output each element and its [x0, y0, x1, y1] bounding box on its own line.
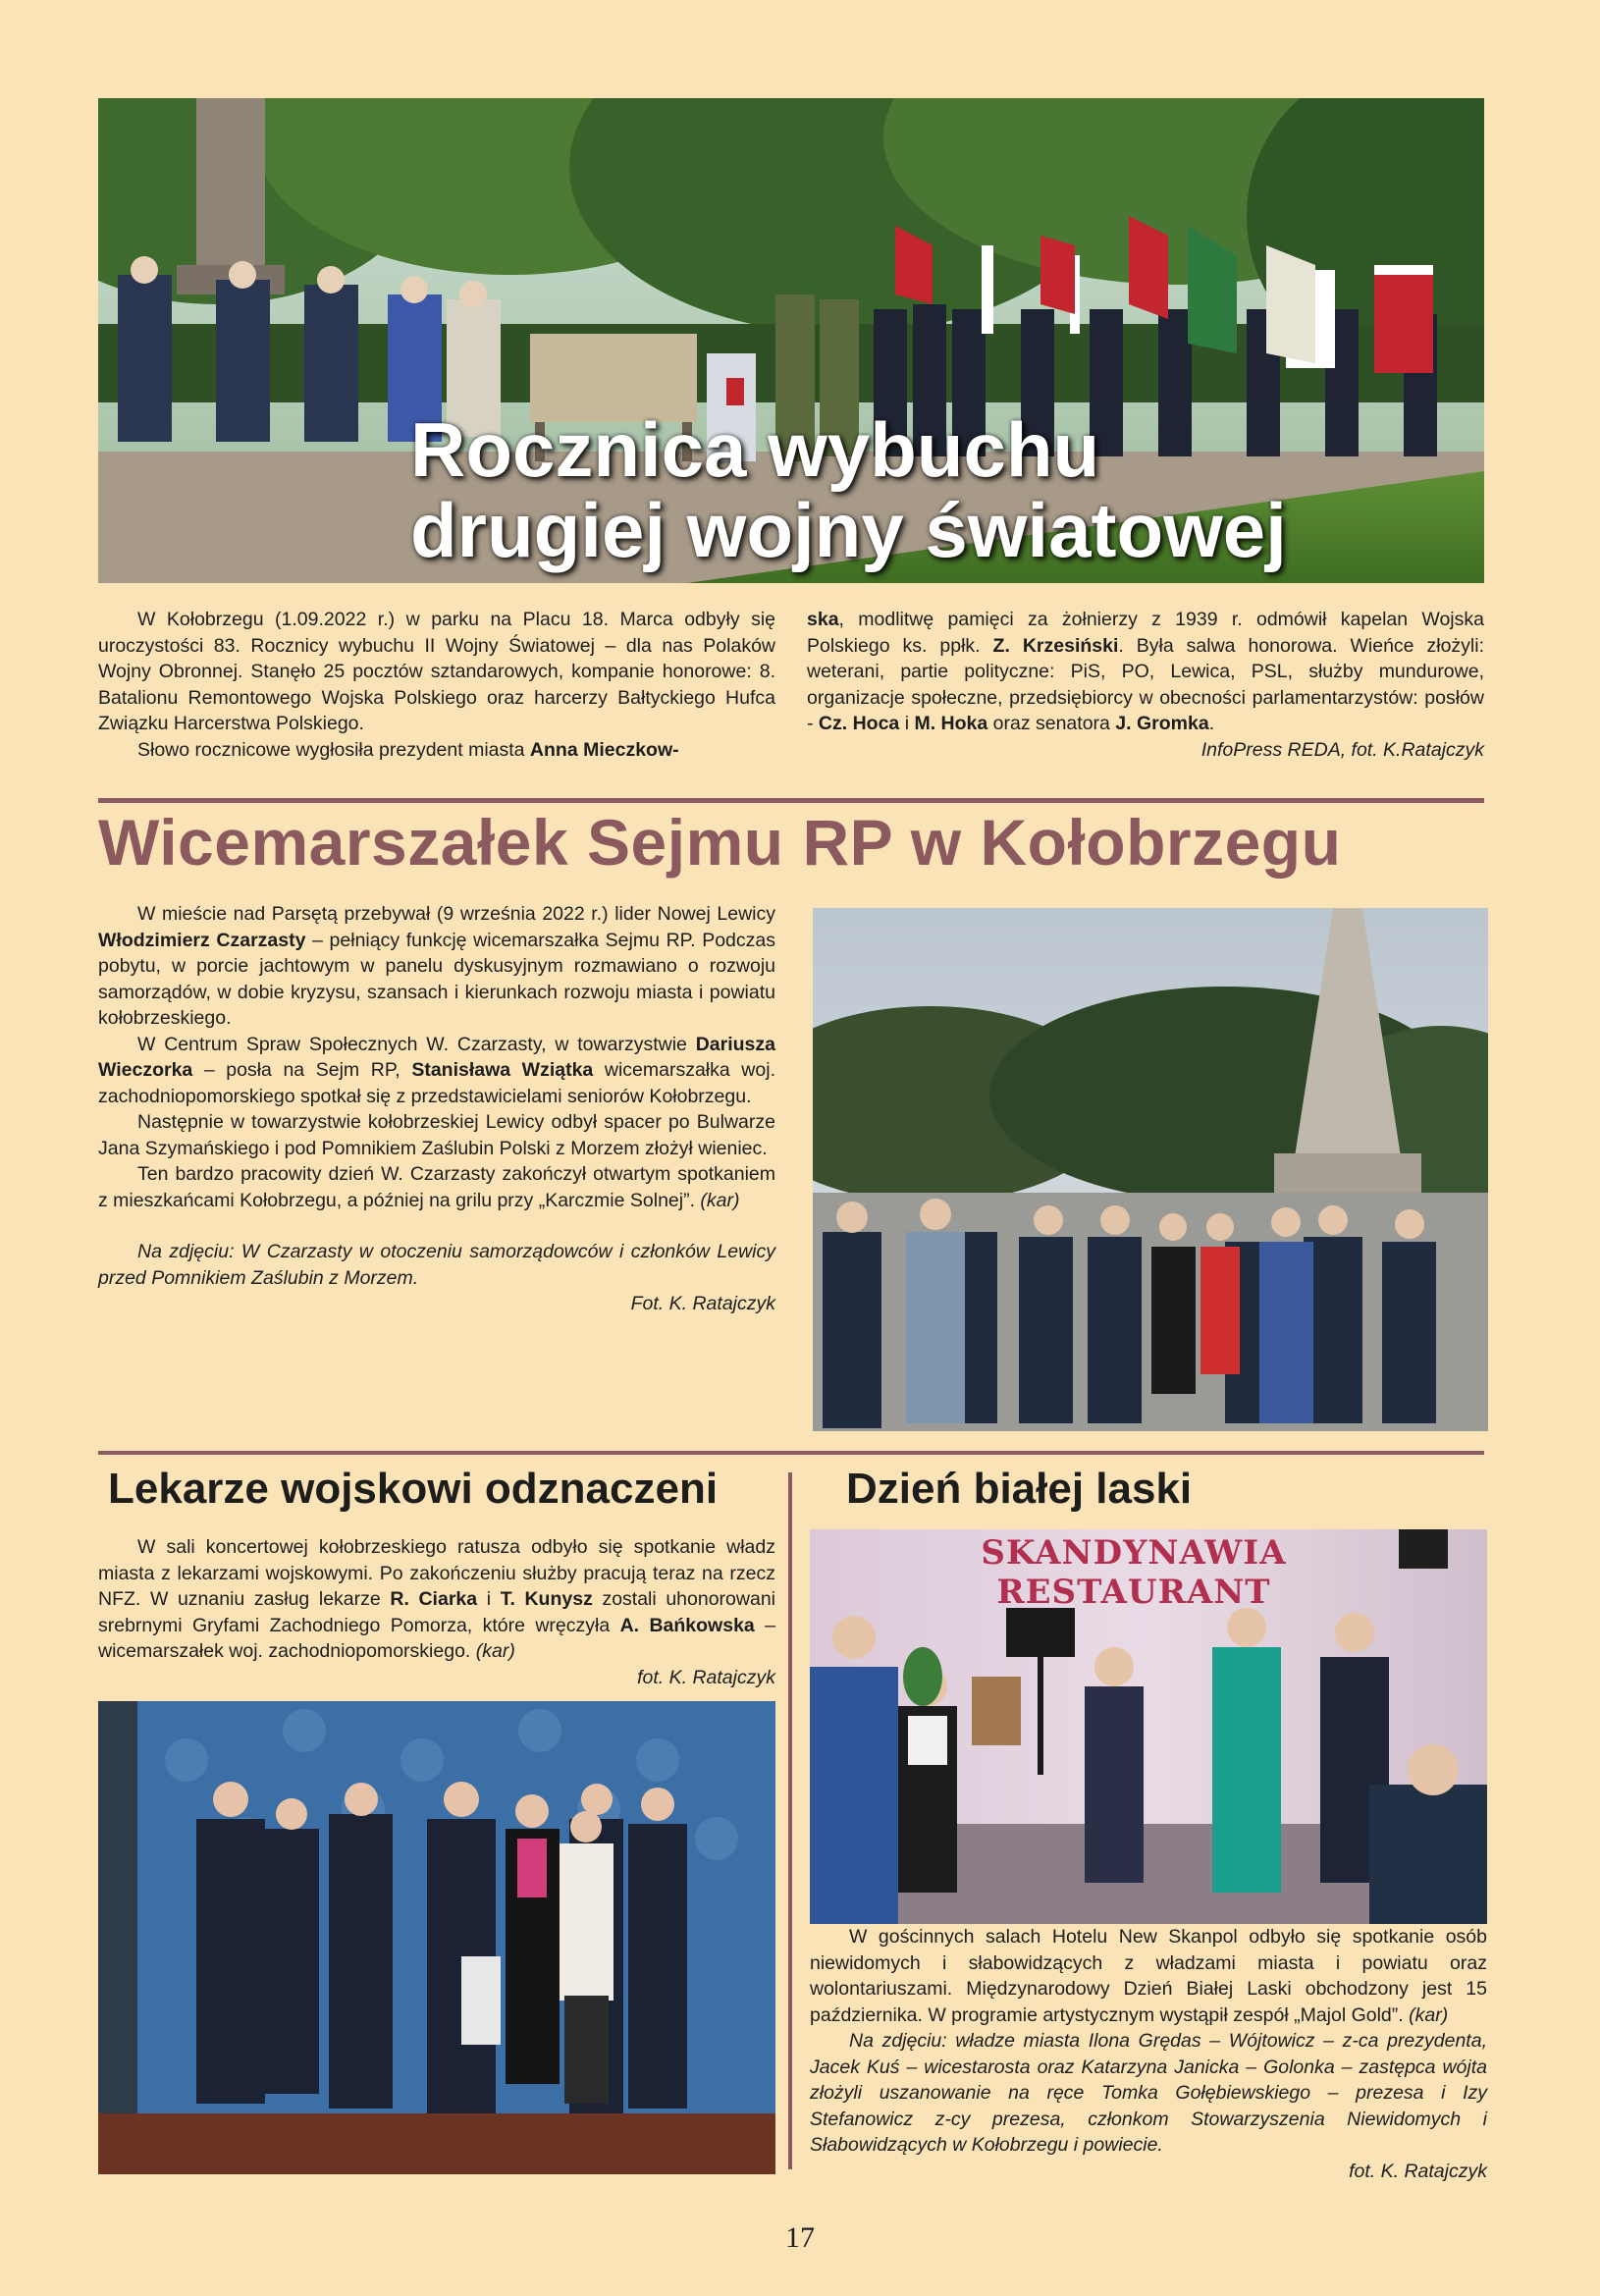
mayor-name-part: Anna Mieczkow-: [529, 738, 679, 761]
article3-headline: Lekarze wojskowi odznaczeni: [108, 1465, 719, 1513]
article3-credit: fot. K. Ratajczyk: [637, 1666, 775, 1688]
article4-headline: Dzień białej laski: [846, 1465, 1193, 1513]
author-tag: (kar): [700, 1189, 740, 1211]
text-run: i: [899, 713, 915, 734]
article4-body: [810, 1924, 1487, 2184]
text-run: W sali koncertowej kołobrzeskiego ratusza odbyło się spotkanie władz miasta z lekarzami wojskowymi. Po zakończeniu służby pracują teraz na rzecz NFZ. W uznaniu zasług lekarze: [98, 1536, 775, 1610]
article1-credit: InfoPress REDA, fot. K.Ratajczyk: [1200, 738, 1484, 761]
doctor-name-1: R. Ciarka: [390, 1588, 478, 1610]
text-run: oraz senatora: [987, 713, 1116, 734]
article1-p2-text: Słowo rocznicowe wygłosiła prezydent miasta: [137, 738, 530, 761]
text-run: W mieście nad Parsętą przebywał (9 września 2022 r.) lider Nowej Lewicy: [137, 903, 775, 925]
article1-paragraph-2: [98, 737, 775, 764]
article2-paragraph-4: [98, 1161, 775, 1213]
article2-headline: Wicemarszałek Sejmu RP w Kołobrzegu: [98, 806, 1342, 879]
article4-paragraph-1: [810, 1924, 1487, 2028]
text-run: . Była salwa honorowa. Wieńce złożyli: weterani, partie polityczne: PiS, PO, Lewica, PSL, służby mundurowe, organizacje społeczne, przedsiębiorcy w obecności parlamentarzystów: posłów -: [807, 634, 1484, 734]
vice-marshal-name: Stanisława Wziątka: [411, 1059, 594, 1081]
section-divider: [98, 798, 1484, 803]
text-run: – pełniący funkcję wicemarszałka Sejmu RP. Podczas pobytu, w porcie jachtowym w panelu dyskusyjnym rozmawiano o rozwoju samorządów, w dobie kryzysu, szansach i kierunkach rozwoju miasta i powiatu kołobrzeskiego.: [98, 929, 775, 1029]
white-cane-day-photo: [810, 1529, 1487, 1924]
mp-name-1: Cz. Hoca: [818, 713, 900, 734]
article3-paragraph-1: [98, 1534, 775, 1665]
text-run: – posła na Sejm RP,: [192, 1059, 412, 1081]
article4-credit: fot. K. Ratajczyk: [1349, 2160, 1487, 2182]
text-run: zostali uhonorowani srebrnymi Gryfami Zachodniego Pomorza, które wręczyła: [98, 1588, 776, 1636]
author-tag: (kar): [1409, 2003, 1449, 2026]
article1-column-2: [807, 607, 1484, 763]
chaplain-name: Z. Krzesiński: [992, 634, 1119, 657]
restaurant-sign: [957, 1533, 1310, 1612]
restaurant-sign-line-1: SKANDYNAWIA: [981, 1533, 1287, 1573]
text-run: W gościnnych salach Hotelu New Skanpol odbyło się spotkanie osób niewidomych i słabowidzących z władzami miasta i powiatu oraz wolontariuszami. Międzynarodowy Dzień Białej Laski obchodzony jest 15 października. W programie artystycznym wystąpił zespół „Majol Gold”.: [810, 1926, 1487, 2026]
author-tag: (kar): [475, 1640, 515, 1662]
article2-paragraph-2: [98, 1032, 775, 1110]
doctor-name-2: T. Kunysz: [500, 1588, 593, 1610]
page-number: 17: [785, 2221, 815, 2254]
mayor-name-end: ska: [807, 609, 839, 630]
vice-marshal-name: A. Bańkowska: [619, 1614, 755, 1636]
article2-caption: Na zdjęciu: W Czarzasty w otoczeniu samorządowców i członków Lewicy przed Pomnikiem Zaślubin z Morzem.: [98, 1241, 775, 1289]
politician-name: Włodzimierz Czarzasty: [98, 929, 306, 951]
article4-caption: Na zdjęciu: władze miasta Ilona Grędas – Wójtowicz – z-ca prezydenta, Jacek Kuś – wicestarosta oraz Katarzyna Janicka – Golonka – zastępca wójta złożyli uszanowanie na ręce Tomka Gołębiewskiego – prezesa i Izy Stefanowicz z-cy prezesa, członkom Stowarzyszenia Niewidomych i Słabowidzących w Kołobrzegu i powiecie.: [810, 2030, 1487, 2156]
section-divider: [98, 1451, 1484, 1455]
mp-name: Dariusza Wieczorka: [98, 1033, 775, 1081]
text-run: Ten bardzo pracowity dzień W. Czarzasty zakończył otwartym spotkaniem z mieszkańcami Kołobrzegu, a później na grilu przy „Karczmie Solnej”.: [98, 1163, 775, 1211]
article1-paragraph-1: W Kołobrzegu (1.09.2022 r.) w parku na Placu 18. Marca odbyły się uroczystości 83. Rocznicy wybuchu II Wojny Światowej – dla nas Polaków Wojny Obronnej. Stanęło 25 pocztów sztandarowych, kompanie honorowe: 8. Batalionu Remontowego Wojska Polskiego oraz harcerzy Bałtyckiego Hufca Związku Harcerstwa Polskiego.: [98, 609, 775, 734]
senator-name: J. Gromka: [1115, 713, 1209, 734]
text-run: i: [477, 1588, 501, 1610]
monument-group-photo: [813, 908, 1488, 1431]
text-run: W Centrum Spraw Społecznych W. Czarzasty, w towarzystwie: [137, 1033, 696, 1055]
article3-body: [98, 1534, 775, 1690]
article1-paragraph-3: [807, 607, 1484, 737]
doctors-award-photo: [98, 1701, 775, 2174]
article2-body: [98, 901, 775, 1317]
column-divider: [788, 1472, 792, 2169]
text-run: wicemarszałka woj. zachodniopomorskiego spotkał się z przedstawicielami seniorów Kołobrzegu.: [98, 1059, 775, 1107]
text-run: – wicemarszałek woj. zachodniopomorskiego.: [98, 1614, 775, 1662]
article2-paragraph-3: Następnie w towarzystwie kołobrzeskiej Lewicy odbył spacer po Bulwarze Jana Szymańskiego i pod Pomnikiem Zaślubin Polski z Morzem złożył wieniec.: [98, 1111, 775, 1159]
text-run: , modlitwę pamięci za żołnierzy z 1939 r. odmówił kapelan Wojska Polskiego ks. ppłk.: [807, 609, 1484, 657]
article2-paragraph-1: [98, 901, 775, 1032]
article1-column-1: [98, 607, 775, 763]
text-run: .: [1208, 713, 1215, 734]
restaurant-sign-line-2: RESTAURANT: [996, 1573, 1271, 1612]
article2-credit: Fot. K. Ratajczyk: [630, 1293, 775, 1314]
mp-name-2: M. Hoka: [914, 713, 988, 734]
headline-line-2: drugiej wojny światowej: [410, 487, 1287, 573]
headline-line-1: Rocznica wybuchu: [410, 406, 1100, 493]
